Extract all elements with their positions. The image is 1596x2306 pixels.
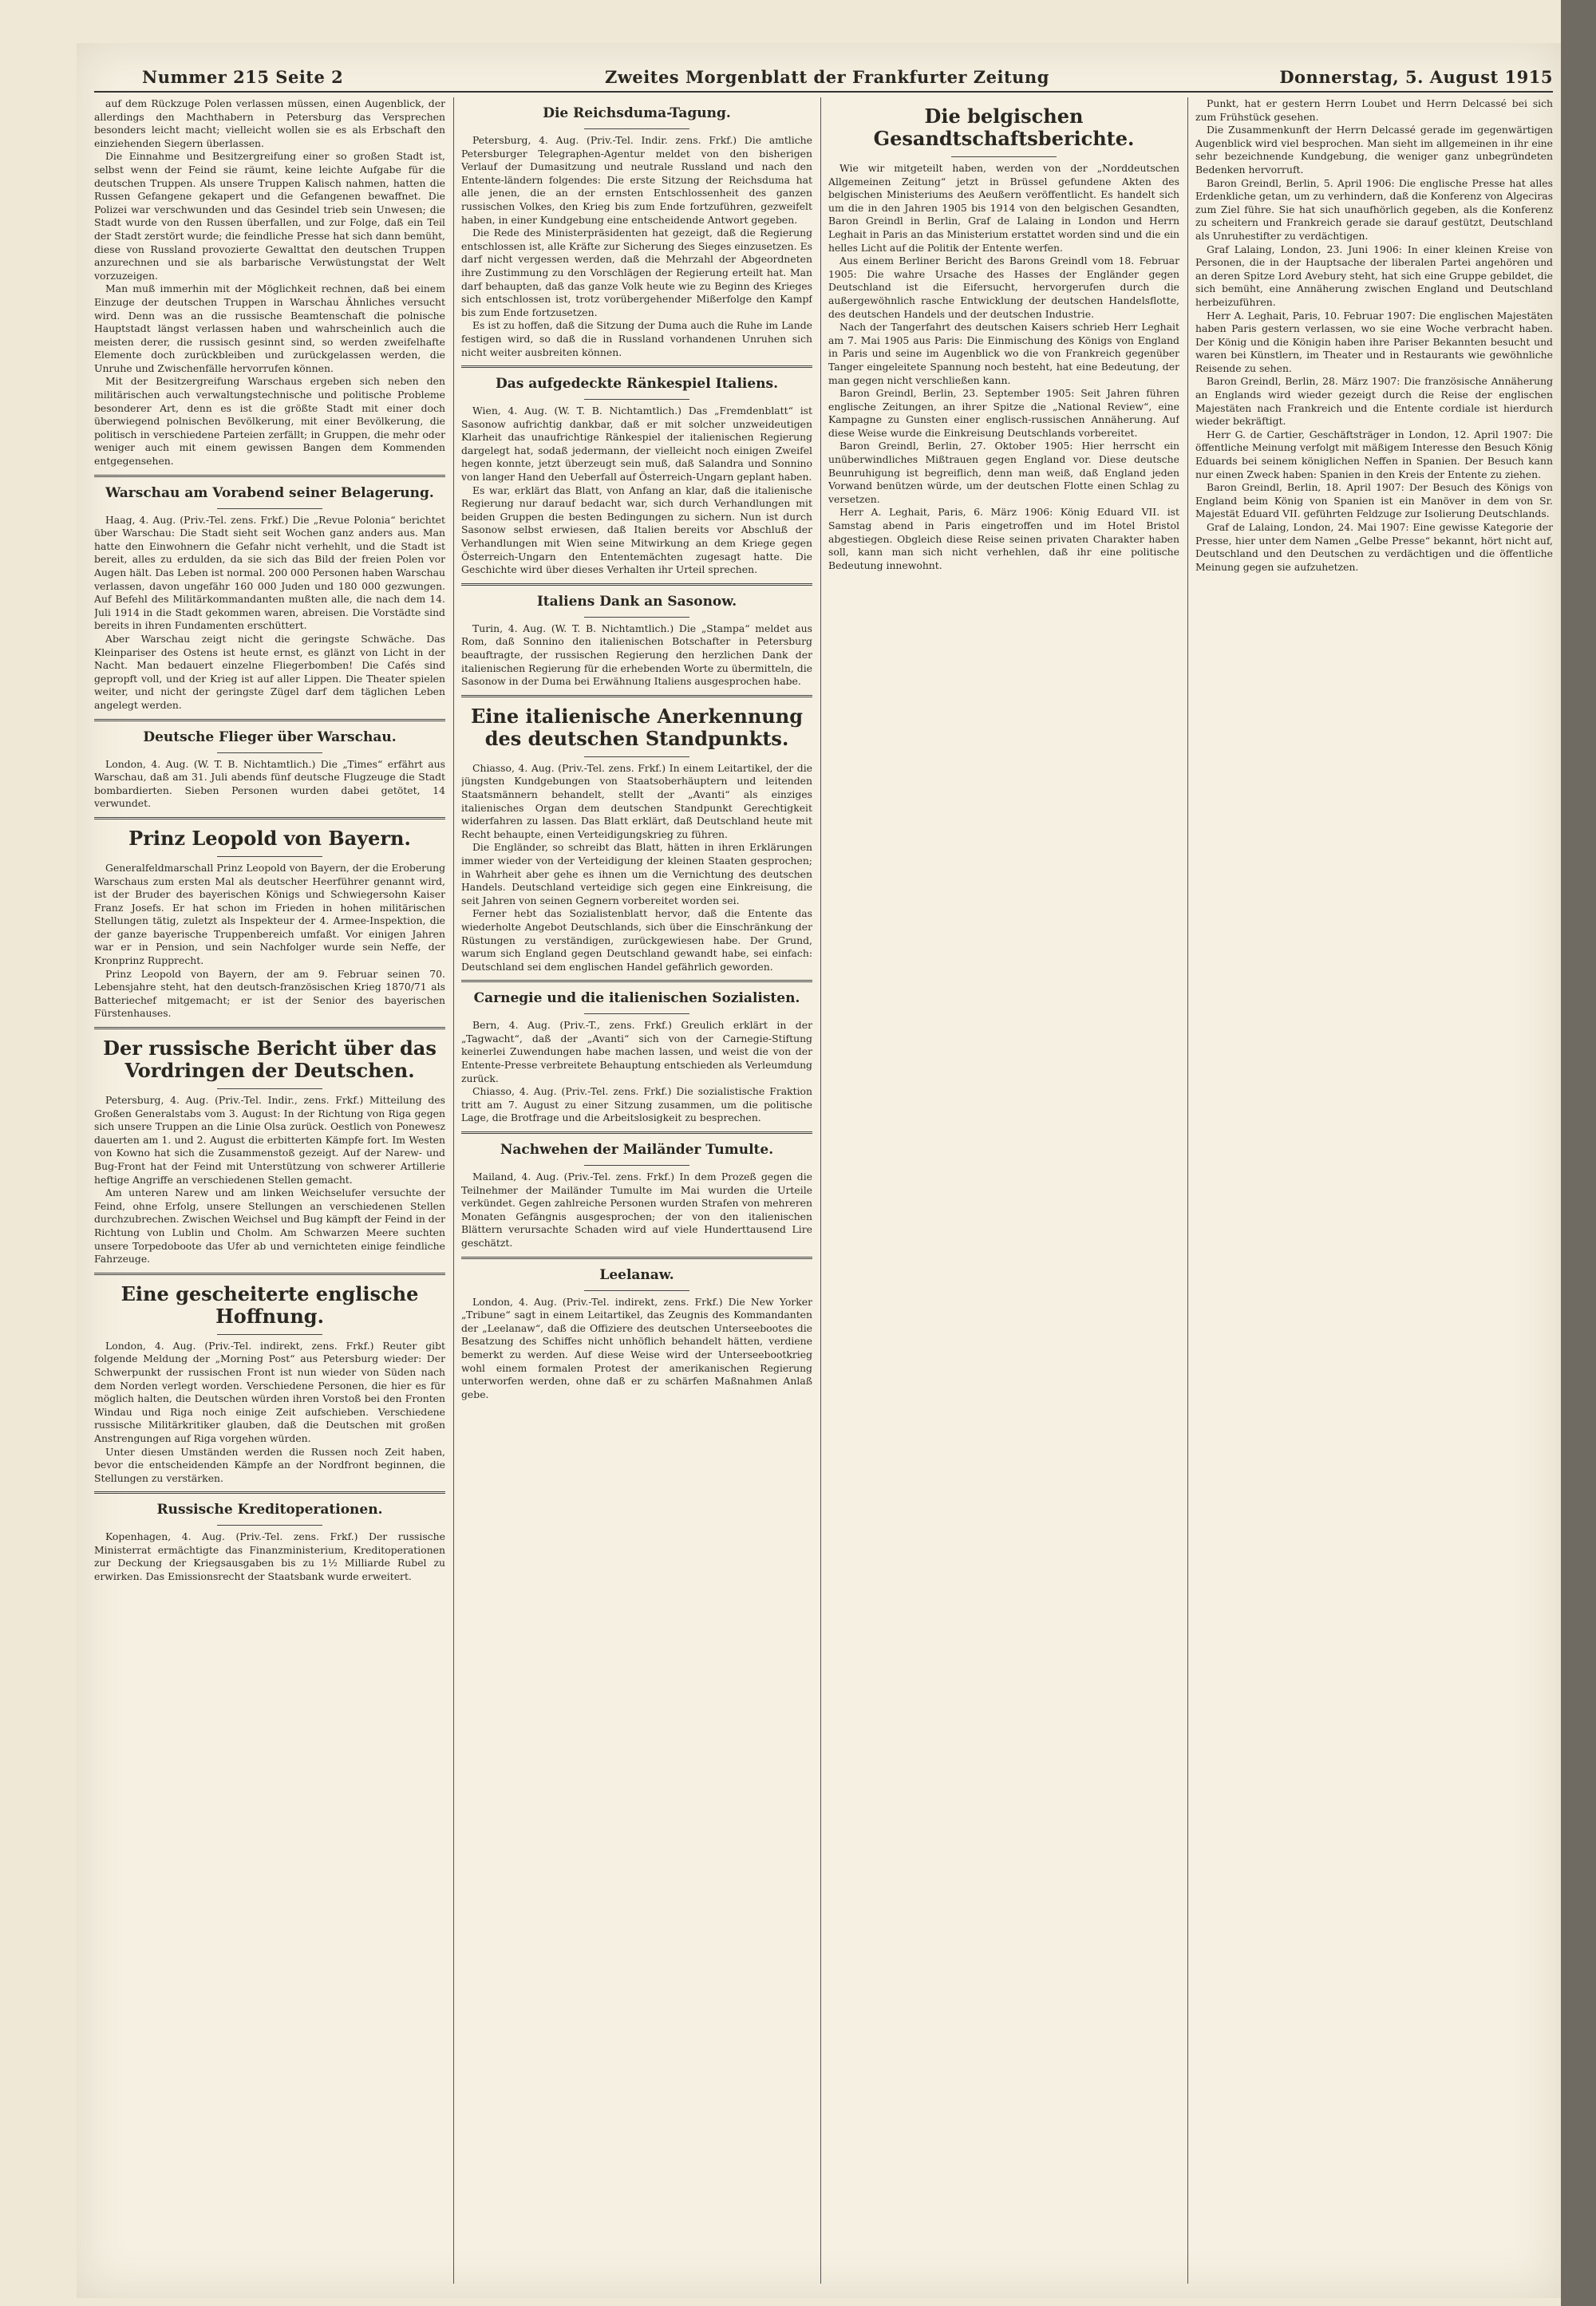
article-paragraph: Herr A. Leghait, Paris, 6. März 1906: König Eduard VII. ist Samstag abend in Paris eingetroffen und im Hotel Bristol abgestiegen. Obgleich diese Reise seinen privaten Charakter haben soll, kann man sich nicht verhehlen, daß ihr eine politische Bedeutung innewohnt. [828, 506, 1179, 571]
newspaper-title: Zweites Morgenblatt der Frankfurter Zeitung [605, 67, 1049, 87]
article-paragraph: Aus einem Berliner Bericht des Barons Greindl vom 18. Februar 1905: Die wahre Ursache des Hasses der Engländer gegen Deutschland ist die Eifersucht, hervorgerufen durch die außergewöhnlich rasche Entwicklung der deutschen Handelsflotte, des deutschen Handels und der deutschen Industrie. [828, 255, 1179, 320]
article-divider [94, 1273, 445, 1275]
article-paragraph: Unter diesen Umständen werden die Russen noch Zeit haben, bevor die entscheidenden Kämpfe an der Nordfront beginnen, die Stellungen zu verstärken. [94, 1445, 445, 1484]
headline-rule [951, 156, 1057, 157]
article-divider [94, 475, 445, 477]
article [828, 105, 1179, 572]
article-paragraph: Mailand, 4. Aug. (Priv.-Tel. zens. Frkf.) In dem Prozeß gegen die Teilnehmer der Mailänder Tumulte im Mai wurden die Urteile verkündet. Gegen zahlreiche Personen wurden Strafen von mehreren Monaten Gefängnis ausgesprochen; der von den italienischen Blättern verursachte Schaden wird auf viele Hunderttausend Lire geschätzt. [461, 1171, 812, 1249]
article-paragraph: Petersburg, 4. Aug. (Priv.-Tel. Indir. zens. Frkf.) Die amtliche Petersburger Telegraphen-Agentur meldet von den bisherigen Verlauf der Dumasitzung und neutrale Russland und nach den Entente-ländern folgendes: Die erste Sitzung der Reichsduma hat alle jenen, die an der ernsten Entschlossenheit des ganzen russischen Volkes, den Krieg bis zum Ende fortzuführen, gezweifelt haben, in einer Kundgebung eine entscheidende Antwort gegeben. [461, 134, 812, 226]
column-4 [1195, 97, 1553, 2284]
article-paragraph: Bern, 4. Aug. (Priv.-T., zens. Frkf.) Greulich erklärt in der „Tagwacht“, daß der „Avanti“ sich von der Carnegie-Stiftung keinerlei Zuwendungen habe machen lassen, und weist die von der Entente-Presse verbreitete Behauptung entschieden als Verleumdung zurück. [461, 1019, 812, 1084]
article-paragraph: Chiasso, 4. Aug. (Priv.-Tel. zens. Frkf.) Die sozialistische Fraktion tritt am 7. August zu einer Sitzung zusammen, um die politische Lage, die Brotfrage und die Arbeitslosigkeit zu besprechen. [461, 1085, 812, 1124]
headline-rule [584, 399, 689, 400]
article [461, 1267, 812, 1402]
article-paragraph: Man muß immerhin mit der Möglichkeit rechnen, daß bei einem Einzuge der deutschen Truppen in Warschau Ähnliches versucht wird. Denn was an die russische Beamtenschaft die polnische Hauptstadt längst verlassen haben und wahrscheinlich auch die meisten derer, die russisch gesinnt sind, so werden zweifelhafte Elemente doch zurückbleiben und zurückgelassen werden, die Unruhe und Zwischenfälle hervorrufen können. [94, 282, 445, 374]
headline-rule [584, 1290, 689, 1291]
article-paragraph: London, 4. Aug. (Priv.-Tel. indirekt, zens. Frkf.) Reuter gibt folgende Meldung der „Morning Post“ aus Petersburg wieder: Der Schwerpunkt der russischen Front ist nun wieder von Süden nach dem Norden verlegt worden. Verschiedene Personen, die hier es für möglich halten, die Deutschen würden ihren Vorstoß bei den Fronten Windau und Riga noch einige Zeit aufschieben. Verschiedene russische Militärkritiker glauben, daß die Deutschen mit großen Anstrengungen auf Riga vorgehen würden. [94, 1339, 445, 1444]
article [461, 594, 812, 689]
article-divider [94, 817, 445, 819]
headline-rule [217, 1525, 322, 1526]
article-paragraph: Herr G. de Cartier, Geschäftsträger in London, 12. April 1907: Die öffentliche Meinung verfolgt mit mäßigem Interesse den Besuch König Eduards bei seinem königlichen Neffen in Spanien. Der Besuch kann nur einen Zweck haben: Spanien in den Kreis der Entente zu ziehen. [1195, 428, 1553, 480]
article-paragraph: Petersburg, 4. Aug. (Priv.-Tel. Indir., zens. Frkf.) Mitteilung des Großen Generalstabs vom 3. August: In der Richtung von Riga gegen sich unsere Truppen an die Linie Olsa zurück. Oestlich von Ponewesz dauerten am 1. und 2. August die erbitterten Kämpfe fort. Im Westen von Kowno hat sich die Zusammenstoß gezeigt. Auf der Narew- und Bug-Front hat der Feind mit Unterstützung von schwerer Artillerie heftige Angriffe an verschiedenen Stellen gemacht. [94, 1094, 445, 1186]
issue-page-number: Nummer 215 Seite 2 [142, 67, 344, 87]
article [461, 990, 812, 1125]
article-paragraph: Haag, 4. Aug. (Priv.-Tel. zens. Frkf.) Die „Revue Polonia“ berichtet über Warschau: Die Stadt sieht seit Wochen ganz anders aus. Man hatte den Einwohnern die Gefahr nicht verhehlt, und die Stadt ist bereit, alles zu erdulden, da sie sich das Bild der freien Polen vor Augen hält. Das Leben ist normal. 200 000 Personen haben Warschau verlassen, davon ungefähr 160 000 Juden und 180 000 gezwungen. Auf Befehl des Militärkommandanten mußten alle, die nach dem 14. Juli 1914 in die Stadt gekommen waren, abreisen. Die Vorstädte sind bereits in ihren Fundamenten erschüttert. [94, 513, 445, 632]
issue-date: Donnerstag, 5. August 1915 [1279, 67, 1553, 87]
article-paragraph: Baron Greindl, Berlin, 23. September 1905: Seit Jahren führen englische Zeitungen, an ihrer Spitze die „National Review“, eine Kampagne zu Gunsten einer englisch-russischen Annäherung. Auf diese Weise wurde die Einkreisung Deutschlands vorbereitet. [828, 387, 1179, 439]
article-divider [461, 583, 812, 586]
article-paragraph: London, 4. Aug. (W. T. B. Nichtamtlich.) Die „Times“ erfährt aus Warschau, daß am 31. Juli abends fünf deutsche Flugzeuge die Stadt bombardierten. Sieben Personen wurden dabei getötet, 14 verwundet. [94, 757, 445, 810]
column-rule [820, 97, 821, 2284]
column-rule [453, 97, 454, 2284]
article-paragraph: Punkt, hat er gestern Herrn Loubet und Herrn Delcassé bei sich zum Frühstück gesehen. [1195, 97, 1553, 123]
article-paragraph: Die Engländer, so schreibt das Blatt, hätten in ihren Erklärungen immer wieder von der Verteidigung der kleinen Staaten gesprochen; in Wahrheit aber gehe es ihnen um die Vernichtung des deutschen Handels. Deutschland verteidige sich gegen eine Einkreisung, die seit Jahren von seinen Gegnern vorbereitet worden sei. [461, 841, 812, 906]
article-paragraph: Nach der Tangerfahrt des deutschen Kaisers schrieb Herr Leghait am 7. Mai 1905 aus Paris: Die Einmischung des Königs von England in Paris und seine im Augenblick wo die von Frankreich gegenüber Tanger eingeleitete Spannung noch besteht, hat eine Bedeutung, der man gegen nicht verschließen kann. [828, 321, 1179, 386]
article [461, 705, 812, 974]
article-paragraph: Herr A. Leghait, Paris, 10. Februar 1907: Die englischen Majestäten haben Paris gestern verlassen, wo sie eine Woche verbracht haben. Der König und die Königin haben ihre Pariser Bekannten besucht und waren bei Künstlern, im Theater und in Restaurants wie gewöhnliche Reisende zu sehen. [1195, 309, 1553, 374]
article-divider [461, 1257, 812, 1259]
article [94, 1502, 445, 1583]
article-paragraph: Kopenhagen, 4. Aug. (Priv.-Tel. zens. Frkf.) Der russische Ministerrat ermächtigte das Finanzministerium, Kreditoperationen zur Deckung der Kriegsausgaben bis zu 1½ Milliarde Rubel zu erwirken. Das Emissionsrecht der Staatsbank wurde erweitert. [94, 1530, 445, 1583]
article-paragraph: Baron Greindl, Berlin, 18. April 1907: Der Besuch des Königs von England beim König von Spanien ist ein Manöver in dem von Sr. Majestät Eduard VII. geführten Feldzuge zur Isolierung Deutschlands. [1195, 481, 1553, 520]
article-paragraph: auf dem Rückzuge Polen verlassen müssen, einen Augenblick, der allerdings den Machthabern in Petersburg das Versprechen besonders leicht macht; vielleicht wollen sie es als Erbschaft den einziehenden Siegern überlassen. [94, 97, 445, 149]
article-paragraph: Ferner hebt das Sozialistenblatt hervor, daß die Entente das wiederholte Angebot Deutschlands, sich über die Einschränkung der Rüstungen zu verständigen, zurückgewiesen habe. Der Grund, warum sich England gegen Deutschland gewandt habe, sei einfach: Deutschland sei dem englischen Handel gefährlich geworden. [461, 907, 812, 973]
headline-rule [584, 128, 689, 129]
article [94, 485, 445, 713]
article-headline: Die Reichsduma-Tagung. [543, 105, 731, 121]
article-headline: Das aufgedeckte Ränkespiel Italiens. [495, 376, 779, 393]
article-paragraph: Graf Lalaing, London, 23. Juni 1906: In einer kleinen Kreise von Personen, die in der Hauptsache der liberalen Partei angehören und an deren Spitze Lord Avebury steht, hat sich eine Gruppe gebildet, die sich bemüht, eine Annäherung zwischen England und Deutschland herbeizuführen. [1195, 243, 1553, 308]
article-headline: Carnegie und die italienischen Sozialisten. [473, 990, 800, 1007]
headline-rule [217, 508, 322, 509]
article [94, 97, 445, 468]
headline-rule [584, 1013, 689, 1014]
article-headline: Eine italienische Anerkennung des deutschen Standpunkts. [471, 704, 803, 750]
article-paragraph: Generalfeldmarschall Prinz Leopold von Bayern, der die Eroberung Warschaus zum ersten Mal als deutscher Heerführer genannt wird, ist der Bruder des bayerischen Königs und Schwiegersohn Kaiser Franz Josefs. Er hat schon im Frieden in hohen militärischen Stellungen tätig, zuletzt als Inspekteur der 4. Armee-Inspektion, die der ganze bayerische Truppenbereich umfaßt. Vor einigen Jahren war er in Pension, und sein Nachfolger wurde sein Neffe, der Kronprinz Rupprecht. [94, 861, 445, 967]
article-paragraph: Wien, 4. Aug. (W. T. B. Nichtamtlich.) Das „Fremdenblatt“ ist Sasonow aufrichtig dankbar, daß er mit solcher unzweideutigen Klarheit das unaufrichtige Ränkespiel der italienischen Regierung dargelegt hat, sodaß jedermann, der vielleicht noch einigen Zweifel hegen konnte, jetzt überzeugt sein muß, daß Salandra und Sonnino von langer Hand den Ueberfall auf Österreich-Ungarn geplant haben. [461, 405, 812, 484]
article-paragraph: Die Einnahme und Besitzergreifung einer so großen Stadt ist, selbst wenn der Feind sie räumt, keine leichte Aufgabe für die deutschen Truppen. Als unsere Truppen Kalisch nahmen, hatten die Russen Gefangene gekapert und die Gefangenen bewaffnet. Die Polizei war verschwunden und das Gesindel trieb sein Unwesen; die Stadt wurde von den Russen überfallen, und zur Folge, daß ein Teil der Stadt zerstört wurde; die feindliche Presse hat sich dann bemüht, diese von Russland provozierte Gewalttat den deutschen Truppen anzurechnen und sie als barbarische Verwüstungstat der Welt vorzuzeigen. [94, 150, 445, 282]
article [94, 827, 445, 1021]
article-headline: Prinz Leopold von Bayern. [128, 826, 411, 850]
scanner-margin [1561, 0, 1596, 2306]
article-paragraph: London, 4. Aug. (Priv.-Tel. indirekt, zens. Frkf.) Die New Yorker „Tribune“ sagt in einem Leitartikel, das Zeugnis des Kommandanten der „Leelanaw“, daß die Offiziere des deutschen Unterseebootes die Besatzung des Schiffes nicht unhöflich behandelt hätten, verdiene bemerkt zu werden. Auf diese Weise wird der Unterseebootkrieg wohl einem formalen Protest der amerikanischen Regierung unterworfen werden, ohne daß er zu schärfen Maßnahmen Anlaß gebe. [461, 1295, 812, 1400]
article [94, 729, 445, 811]
article-headline: Der russische Bericht über das Vordringen der Deutschen. [103, 1037, 437, 1083]
article-divider [94, 719, 445, 721]
article [1195, 97, 1553, 574]
column-3 [828, 97, 1179, 2284]
article-paragraph: Turin, 4. Aug. (W. T. B. Nichtamtlich.) Die „Stampa“ meldet aus Rom, daß Sonnino den italienischen Botschafter in Petersburg beauftragte, der russischen Regierung den herzlichen Dank der italienischen Regierung für die erhebenden Worte zu übermitteln, die Sasonow in der Duma bei Erwähnung Italiens ausgesprochen habe. [461, 622, 812, 688]
article-headline: Warschau am Vorabend seiner Belagerung. [105, 484, 434, 501]
article-headline: Eine gescheiterte englische Hoffnung. [120, 1281, 419, 1328]
headline-rule [584, 617, 689, 618]
article [461, 376, 812, 577]
headline-rule [217, 1334, 322, 1335]
article-headline: Die belgischen Gesandtschaftsberichte. [873, 105, 1135, 150]
article-paragraph: Die Zusammenkunft der Herrn Delcassé gerade im gegenwärtigen Augenblick wird viel besprochen. Man sieht im allgemeinen in ihr eine sehr bezeichnende Kundgebung, die weniger ganz unbegründeten Bedenken hervorruft. [1195, 124, 1553, 176]
article-paragraph: Chiasso, 4. Aug. (Priv.-Tel. zens. Frkf.) In einem Leitartikel, der die jüngsten Kundgebungen von Staatsoberhäuptern und leitenden Staatsmännern behandelt, stellt der „Avanti“ als einziges italienisches Organ dem deutschen Standpunkt Gerechtigkeit widerfahren zu lassen. Das Blatt erklärt, daß Deutschland heute mit Recht behaupte, einen Verteidigungskrieg zu führen. [461, 761, 812, 840]
headline-rule [584, 1165, 689, 1166]
article-paragraph: Es war, erklärt das Blatt, von Anfang an klar, daß die italienische Regierung nur darauf bedacht war, sich durch Verhandlungen mit beiden Gruppen die besten Bedingungen zu sichern. Nun ist durch Sasonow selbst erwiesen, daß Italien bereits vor Abschluß der Verhandlungen mit Wien seine Mitwirkung an dem Kriege gegen Österreich-Ungarn den Ententemächten zugesagt hatte. Die Geschichte wird über dieses Verhalten ihr Urteil sprechen. [461, 484, 812, 576]
article-paragraph: Mit der Besitzergreifung Warschaus ergeben sich neben den militärischen auch verwaltungstechnische und politische Probleme besonderer Art, denn es ist die größte Stadt mit einer doch überwiegend polnischen Bevölkerung, mit einer Bevölkerung, die politisch in verschiedene Parteien zerfällt; in Gruppen, die mehr oder weniger auch mit einem gewissen Bangen dem Kommenden entgegensehen. [94, 375, 445, 468]
article [461, 1142, 812, 1250]
article [461, 105, 812, 359]
headline-rule [217, 856, 322, 857]
column-rule [1187, 97, 1188, 2284]
column-1 [94, 97, 445, 2284]
article-paragraph: Prinz Leopold von Bayern, der am 9. Februar seinen 70. Lebensjahre steht, hat den deutsch-französischen Krieg 1870/71 als Batteriechef mitgemacht; er ist der Senior des bayerischen Fürstenhauses. [94, 967, 445, 1020]
article-divider [94, 1491, 445, 1494]
article-divider [94, 1027, 445, 1029]
headline-rule [217, 752, 322, 753]
article-paragraph: Baron Greindl, Berlin, 27. Oktober 1905: Hier herrscht ein unüberwindliches Mißtrauen gegen England vor. Diese deutsche Beunruhigung ist begreiflich, denn man weiß, daß England jeden Vorwand benützen würde, um der deutschen Flotte einen Schlag zu versetzen. [828, 440, 1179, 505]
headline-rule [217, 1088, 322, 1089]
article-paragraph: Baron Greindl, Berlin, 5. April 1906: Die englische Presse hat alles Erdenkliche getan, um zu verhindern, daß die Konferenz von Algeciras zum Ziel führe. Sie hat sich unaufhörlich gegeben, als die Konferenz zu scheitern und Frankreich gerade sie darauf gestützt, Deutschland als Unruhestifter zu verdächtigen. [1195, 176, 1553, 242]
article-paragraph: Es ist zu hoffen, daß die Sitzung der Duma auch die Ruhe im Lande festigen wird, so daß die in Russland vorhandenen Unruhen sich nicht weiter ausbreiten können. [461, 319, 812, 358]
article-headline: Leelanaw. [599, 1266, 674, 1283]
article [94, 1037, 445, 1266]
article-headline: Russische Kreditoperationen. [156, 1502, 383, 1518]
article-paragraph: Am unteren Narew und am linken Weichselufer versuchte der Feind, ohne Erfolg, unsere Stellungen an verschiedenen Stellen durchzubrechen. Zwischen Weichsel und Bug kämpft der Feind in der Richtung von Lublin und Cholm. Am Schwarzen Meere suchten unsere Torpedoboote das Ufer ab und vernichteten einige feindliche Fahrzeuge. [94, 1187, 445, 1266]
running-header [94, 64, 1553, 93]
article-divider [461, 980, 812, 982]
article-divider [461, 365, 812, 368]
article-headline: Italiens Dank an Sasonow. [536, 593, 737, 610]
article [94, 1283, 445, 1486]
article-paragraph: Graf de Lalaing, London, 24. Mai 1907: Eine gewisse Kategorie der Presse, hier unter dem Namen „Gelbe Presse“ bekannt, hört nicht auf, Deutschland und den Deutschen zu verdächtigen und die öffentliche Meinung gegen sie aufzuhetzen. [1195, 521, 1553, 573]
article-paragraph: Baron Greindl, Berlin, 28. März 1907: Die französische Annäherung an Englands wird wieder gezeigt durch die Reise der englischen Majestäten nach Frankreich und die Entente cordiale ist hierdurch wieder bekräftigt. [1195, 375, 1553, 428]
column-2 [461, 97, 812, 2284]
headline-rule [584, 756, 689, 757]
article-divider [461, 695, 812, 697]
article-headline: Deutsche Flieger über Warschau. [143, 729, 397, 745]
article-headline: Nachwehen der Mailänder Tumulte. [500, 1142, 774, 1159]
article-paragraph: Die Rede des Ministerpräsidenten hat gezeigt, daß die Regierung entschlossen ist, alle Kräfte zur Sicherung des Sieges einzusetzen. Es darf nicht vergessen werden, daß die Mehrzahl der Abgeordneten ihre Zustimmung zu den Vorschlägen der Regierung erteilt hat. Man darf behaupten, daß das ganze Volk heute wie zu Beginn des Krieges sich entschlossen ist, trotz vorübergehender Mißerfolge den Kampf bis zum Ende fortzusetzen. [461, 227, 812, 318]
article-divider [461, 1131, 812, 1134]
article-paragraph: Wie wir mitgeteilt haben, werden von der „Norddeutschen Allgemeinen Zeitung“ jetzt in Brüssel gefundene Akten des belgischen Ministeriums des Aeußern veröffentlicht. Es handelt sich um die in den Jahren 1905 bis 1914 von den belgischen Gesandten, Baron Greindl in Berlin, Graf de Lalaing in London und Herrn Leghait in Paris an das Ministerium erstattet worden sind und die ein helles Licht auf die Politik der Entente werfen. [828, 162, 1179, 254]
article-paragraph: Aber Warschau zeigt nicht die geringste Schwäche. Das Kleinpariser des Ostens ist heute ernst, es glänzt von Licht in der Nacht. Man bedauert einzelne Fliegerbomben! Die Cafés sind gepropft voll, und der Krieg ist auf aller Lippen. Die Theater spielen weiter, und nicht der geringste Zügel darf dem täglichen Leben angelegt werden. [94, 632, 445, 711]
